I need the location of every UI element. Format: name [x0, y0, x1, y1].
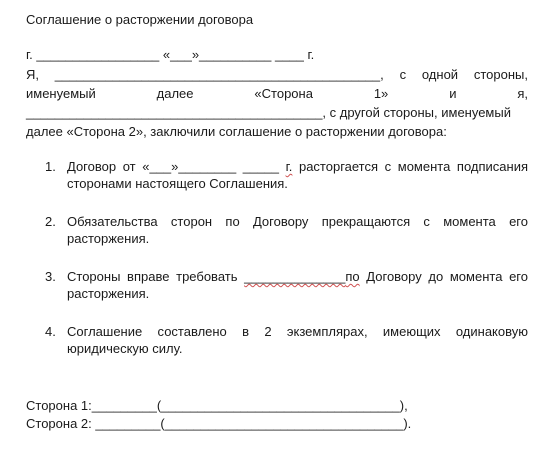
list-item-text: Обязательства сторон по Договору прекращаются с момента его расторжения. — [67, 214, 528, 246]
list-item-number: 4. — [45, 324, 56, 339]
party1-start: Я, — [26, 67, 39, 82]
list-item — [45, 213, 528, 247]
party2-tail: далее «Сторона 2», заключили соглашение о расторжении договора: — [26, 124, 447, 139]
party2-line: _________________________________________, с другой стороны, именуемый — [26, 105, 511, 120]
party1-word: одной — [421, 67, 459, 82]
named-word: «Сторона — [254, 86, 313, 101]
signature-line-2: Сторона 2: _________(_________________________________). — [26, 416, 412, 431]
named-word: именуемый — [26, 86, 96, 101]
list-item-text: Договор от «___»________ _____ г. расторгается с момента подписания сторонами настоящего Соглашения. — [67, 159, 528, 191]
named-word: и — [449, 86, 457, 101]
document-title: Соглашение о расторжении договора — [26, 12, 254, 27]
party1-word: с — [399, 67, 407, 82]
party1-word: стороны, — [473, 67, 528, 82]
list-item — [45, 268, 528, 302]
list-item — [45, 323, 528, 357]
list-item — [45, 158, 528, 192]
list-item-text: Соглашение составлено в 2 экземплярах, имеющих одинаковую юридическую силу. — [67, 324, 528, 356]
list-item-text: Стороны вправе требовать ______________по Договору до момента его расторжения. — [67, 269, 528, 301]
party1-blank: _____________________________________________, — [54, 67, 384, 82]
named-word: я, — [517, 86, 528, 101]
place-date-text: г. _________________ «___»__________ ____ г. — [26, 47, 315, 62]
named-word: 1» — [373, 86, 389, 101]
named-word: далее — [156, 86, 194, 101]
signature-line-1: Сторона 1:_________(_________________________________), — [26, 398, 408, 413]
list-item-number: 3. — [45, 269, 56, 284]
list-item-number: 2. — [45, 214, 56, 229]
list-item-number: 1. — [45, 159, 56, 174]
party1-line — [26, 66, 528, 83]
place-date-line — [26, 46, 314, 63]
named-line — [26, 85, 528, 102]
